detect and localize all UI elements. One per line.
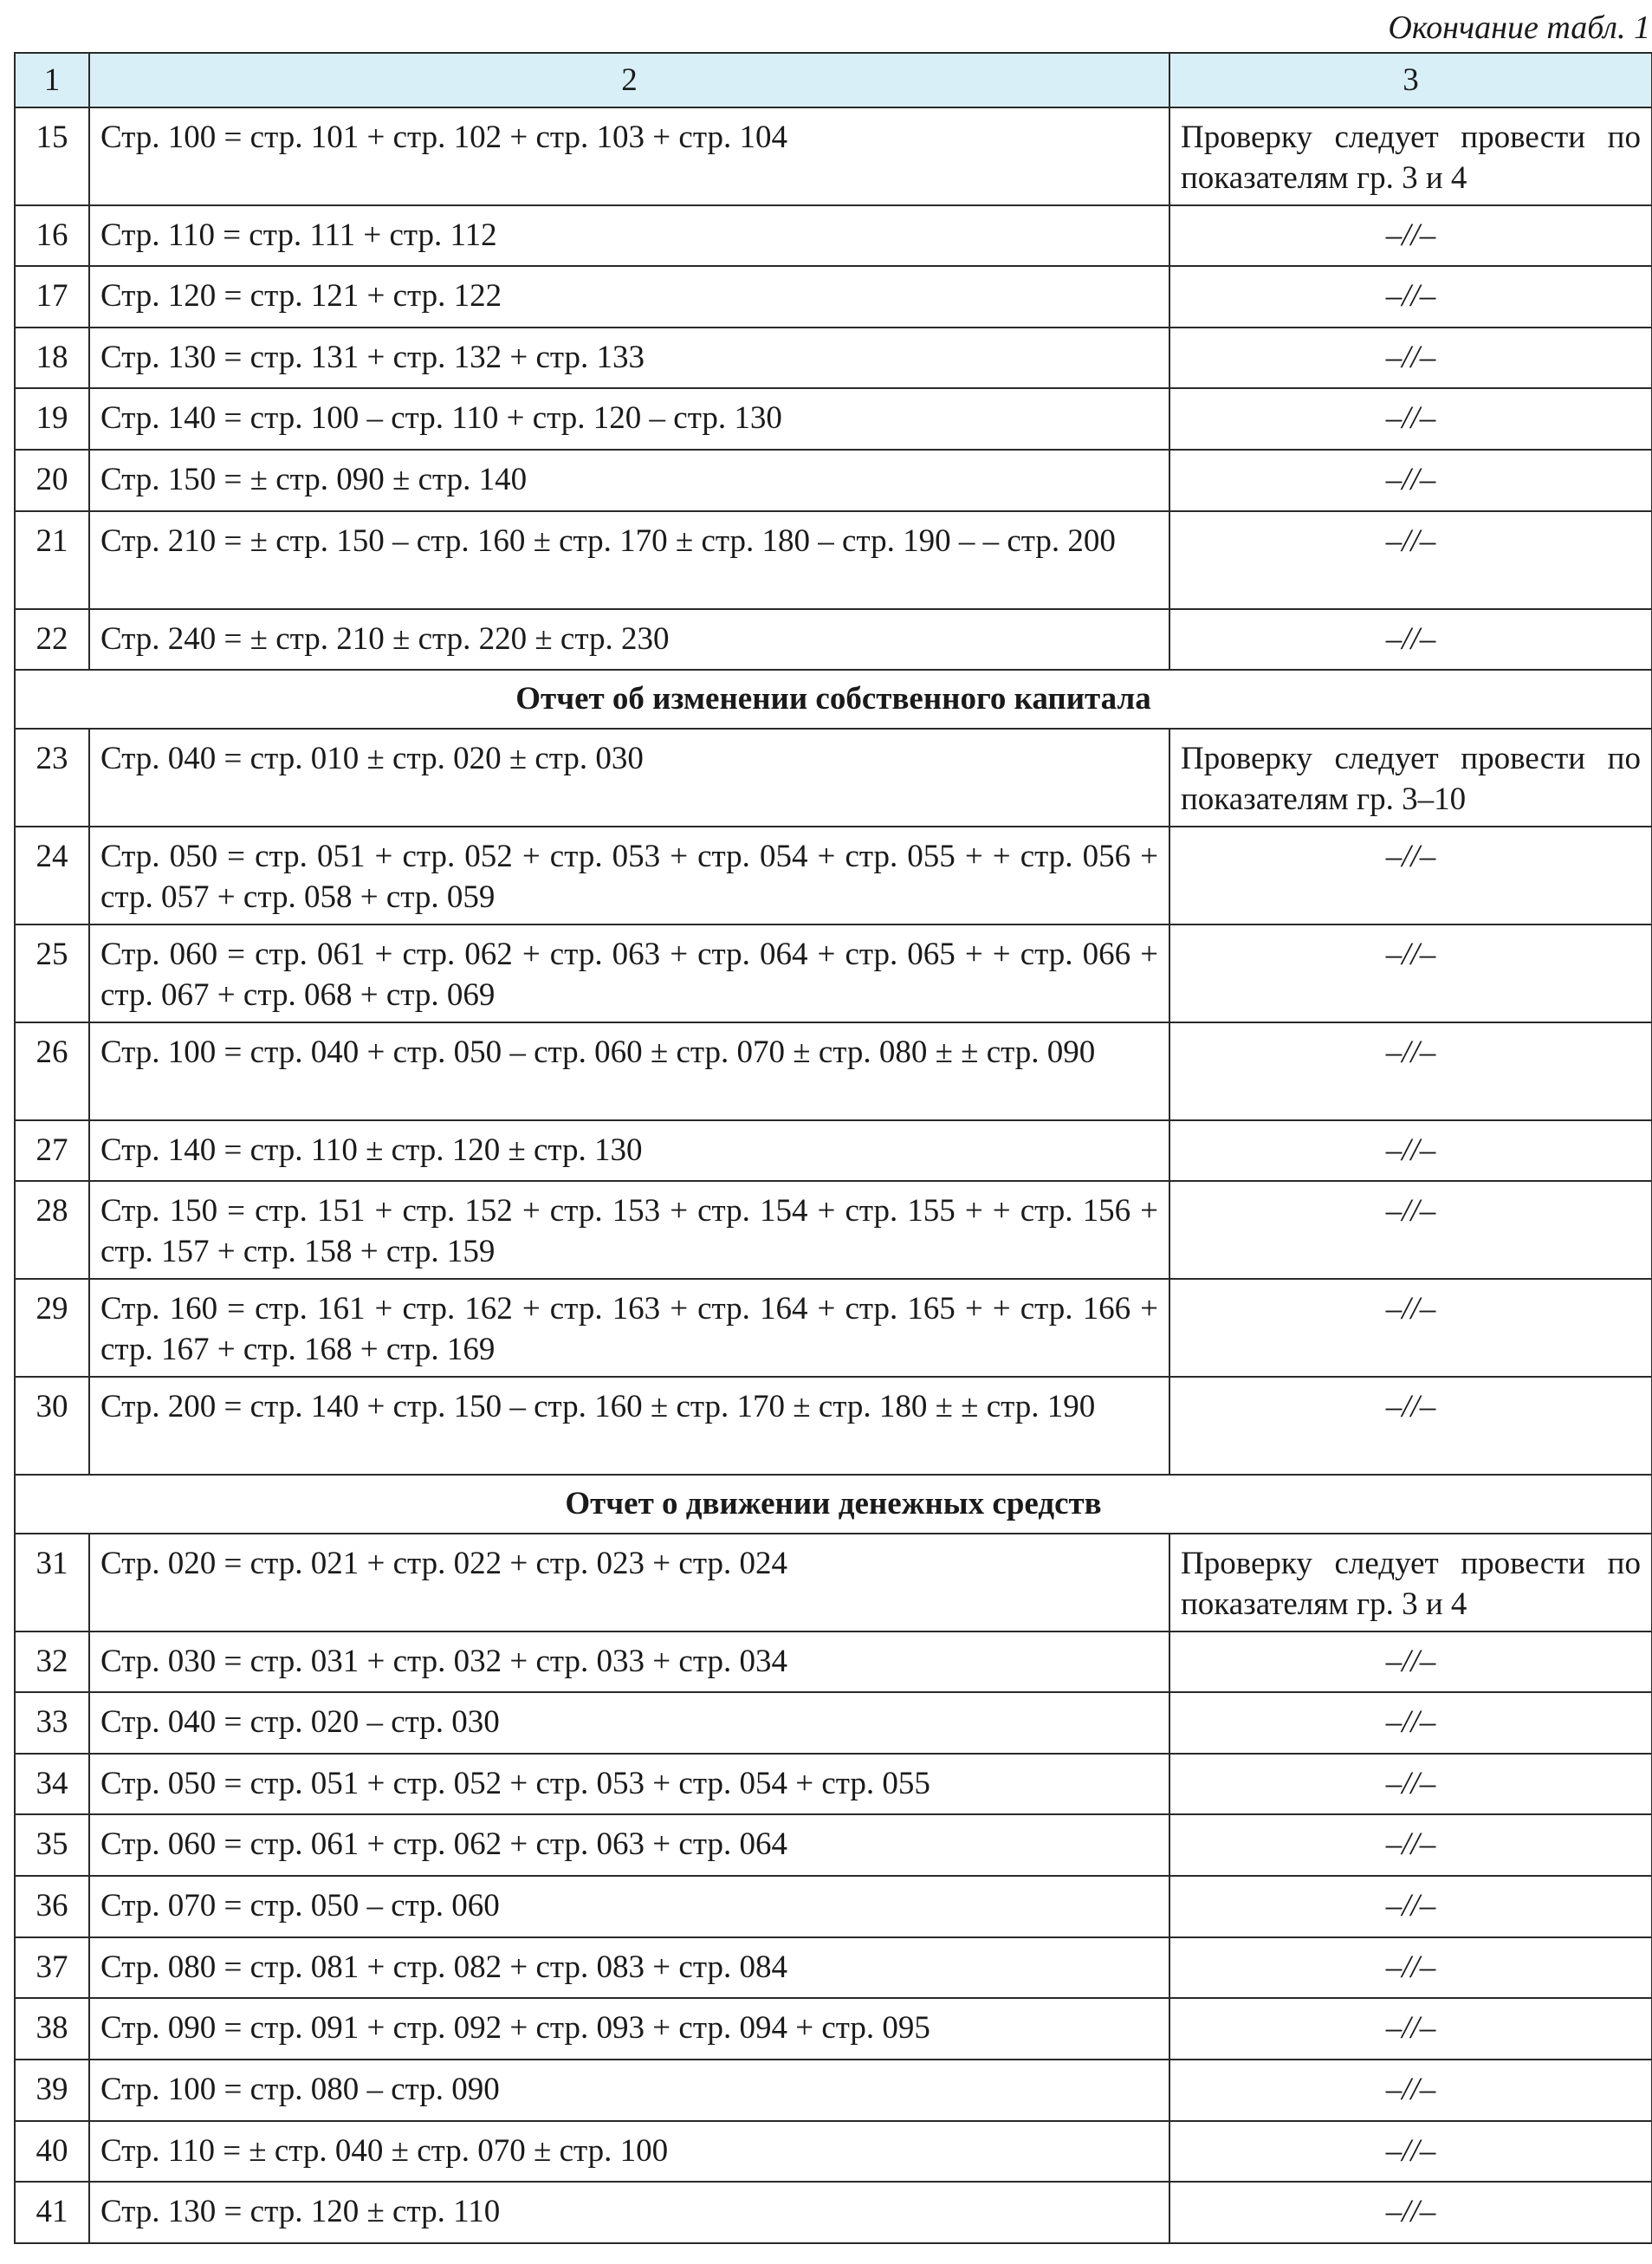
table-row — [15, 1022, 1652, 1120]
table-row — [15, 511, 1652, 609]
row-number: 24 — [15, 827, 89, 924]
formula-cell: Стр. 110 = ± стр. 040 ± стр. 070 ± стр. 100 — [89, 2121, 1169, 2183]
formula-cell: Стр. 060 = стр. 061 + стр. 062 + стр. 063 + стр. 064 — [89, 1814, 1169, 1876]
row-number: 30 — [15, 1377, 89, 1475]
row-number: 27 — [15, 1120, 89, 1182]
row-number: 17 — [15, 266, 89, 328]
ditto-mark: –//– — [1169, 205, 1652, 267]
section-title: Отчет о движении денежных средств — [15, 1475, 1652, 1534]
table-body — [15, 53, 1652, 2243]
column-header-2: 2 — [89, 53, 1169, 107]
table-row — [15, 729, 1652, 827]
formula-cell: Стр. 060 = стр. 061 + стр. 062 + стр. 063 + стр. 064 + стр. 065 + + стр. 066 + стр. 067 + стр. 068 + стр. 069 — [89, 924, 1169, 1022]
ditto-mark: –//– — [1169, 1377, 1652, 1475]
row-number: 28 — [15, 1181, 89, 1279]
table-row — [15, 1181, 1652, 1279]
check-note: Проверку следует провести по показателям гр. 3 и 4 — [1169, 1534, 1652, 1632]
row-number: 15 — [15, 107, 89, 205]
table-row — [15, 1937, 1652, 1999]
ditto-mark: –//– — [1169, 450, 1652, 511]
section-header-row — [15, 1475, 1652, 1534]
table-row — [15, 388, 1652, 450]
formula-cell: Стр. 050 = стр. 051 + стр. 052 + стр. 053 + стр. 054 + стр. 055 — [89, 1754, 1169, 1815]
table-row — [15, 2121, 1652, 2183]
row-number: 25 — [15, 924, 89, 1022]
table-row — [15, 1814, 1652, 1876]
table-row — [15, 1998, 1652, 2060]
row-number: 20 — [15, 450, 89, 511]
formula-cell: Стр. 140 = стр. 100 – стр. 110 + стр. 120 – стр. 130 — [89, 388, 1169, 450]
formula-cell: Стр. 070 = стр. 050 – стр. 060 — [89, 1876, 1169, 1937]
section-header-row — [15, 670, 1652, 729]
row-number: 29 — [15, 1279, 89, 1377]
table-row — [15, 328, 1652, 389]
table-row — [15, 1120, 1652, 1182]
row-number: 33 — [15, 1692, 89, 1754]
table-row — [15, 1692, 1652, 1754]
formula-cell: Стр. 040 = стр. 020 – стр. 030 — [89, 1692, 1169, 1754]
row-number: 16 — [15, 205, 89, 267]
table-row — [15, 107, 1652, 205]
table-row — [15, 1279, 1652, 1377]
table-row — [15, 450, 1652, 511]
row-number: 37 — [15, 1937, 89, 1999]
table-row — [15, 1534, 1652, 1632]
row-number: 41 — [15, 2182, 89, 2243]
table-row — [15, 609, 1652, 671]
row-number: 23 — [15, 729, 89, 827]
row-number: 31 — [15, 1534, 89, 1632]
row-number: 22 — [15, 609, 89, 671]
ditto-mark: –//– — [1169, 266, 1652, 328]
ditto-mark: –//– — [1169, 388, 1652, 450]
ditto-mark: –//– — [1169, 1814, 1652, 1876]
row-number: 26 — [15, 1022, 89, 1120]
table-row — [15, 1876, 1652, 1937]
formula-cell: Стр. 020 = стр. 021 + стр. 022 + стр. 023 + стр. 024 — [89, 1534, 1169, 1632]
column-header-1: 1 — [15, 53, 89, 107]
formula-cell: Стр. 030 = стр. 031 + стр. 032 + стр. 033 + стр. 034 — [89, 1632, 1169, 1693]
section-title: Отчет об изменении собственного капитала — [15, 670, 1652, 729]
table-row — [15, 1632, 1652, 1693]
formula-table — [14, 52, 1652, 2244]
table-row — [15, 2060, 1652, 2121]
row-number: 39 — [15, 2060, 89, 2121]
formula-cell: Стр. 100 = стр. 080 – стр. 090 — [89, 2060, 1169, 2121]
table-row — [15, 1377, 1652, 1475]
column-header-3: 3 — [1169, 53, 1652, 107]
table-row — [15, 924, 1652, 1022]
ditto-mark: –//– — [1169, 2060, 1652, 2121]
formula-cell: Стр. 100 = стр. 040 + стр. 050 – стр. 060 ± стр. 070 ± стр. 080 ± ± стр. 090 — [89, 1022, 1169, 1120]
ditto-mark: –//– — [1169, 924, 1652, 1022]
ditto-mark: –//– — [1169, 1998, 1652, 2060]
formula-cell: Стр. 080 = стр. 081 + стр. 082 + стр. 083 + стр. 084 — [89, 1937, 1169, 1999]
ditto-mark: –//– — [1169, 1181, 1652, 1279]
ditto-mark: –//– — [1169, 609, 1652, 671]
row-number: 19 — [15, 388, 89, 450]
formula-cell: Стр. 130 = стр. 120 ± стр. 110 — [89, 2182, 1169, 2243]
table-row — [15, 266, 1652, 328]
row-number: 21 — [15, 511, 89, 609]
ditto-mark: –//– — [1169, 1692, 1652, 1754]
ditto-mark: –//– — [1169, 1632, 1652, 1693]
formula-cell: Стр. 160 = стр. 161 + стр. 162 + стр. 163 + стр. 164 + стр. 165 + + стр. 166 + стр. 167 + стр. 168 + стр. 169 — [89, 1279, 1169, 1377]
row-number: 34 — [15, 1754, 89, 1815]
ditto-mark: –//– — [1169, 511, 1652, 609]
table-caption: Окончание табл. 1 — [1388, 10, 1650, 46]
ditto-mark: –//– — [1169, 328, 1652, 389]
ditto-mark: –//– — [1169, 1876, 1652, 1937]
formula-cell: Стр. 150 = ± стр. 090 ± стр. 140 — [89, 450, 1169, 511]
table-row — [15, 1754, 1652, 1815]
formula-cell: Стр. 110 = стр. 111 + стр. 112 — [89, 205, 1169, 267]
ditto-mark: –//– — [1169, 1279, 1652, 1377]
ditto-mark: –//– — [1169, 1022, 1652, 1120]
formula-cell: Стр. 140 = стр. 110 ± стр. 120 ± стр. 130 — [89, 1120, 1169, 1182]
check-note: Проверку следует провести по показателям гр. 3–10 — [1169, 729, 1652, 827]
ditto-mark: –//– — [1169, 827, 1652, 924]
formula-cell: Стр. 090 = стр. 091 + стр. 092 + стр. 093 + стр. 094 + стр. 095 — [89, 1998, 1169, 2060]
row-number: 38 — [15, 1998, 89, 2060]
ditto-mark: –//– — [1169, 2182, 1652, 2243]
formula-cell: Стр. 150 = стр. 151 + стр. 152 + стр. 153 + стр. 154 + стр. 155 + + стр. 156 + стр. 157 + стр. 158 + стр. 159 — [89, 1181, 1169, 1279]
table-row — [15, 2182, 1652, 2243]
table-row — [15, 205, 1652, 267]
row-number: 18 — [15, 328, 89, 389]
row-number: 40 — [15, 2121, 89, 2183]
formula-cell: Стр. 040 = стр. 010 ± стр. 020 ± стр. 030 — [89, 729, 1169, 827]
row-number: 36 — [15, 1876, 89, 1937]
row-number: 32 — [15, 1632, 89, 1693]
formula-cell: Стр. 120 = стр. 121 + стр. 122 — [89, 266, 1169, 328]
table-row — [15, 827, 1652, 924]
header-row — [15, 53, 1652, 107]
formula-cell: Стр. 130 = стр. 131 + стр. 132 + стр. 133 — [89, 328, 1169, 389]
formula-cell: Стр. 210 = ± стр. 150 – стр. 160 ± стр. 170 ± стр. 180 – стр. 190 – – стр. 200 — [89, 511, 1169, 609]
formula-cell: Стр. 200 = стр. 140 + стр. 150 – стр. 160 ± стр. 170 ± стр. 180 ± ± стр. 190 — [89, 1377, 1169, 1475]
ditto-mark: –//– — [1169, 2121, 1652, 2183]
ditto-mark: –//– — [1169, 1120, 1652, 1182]
ditto-mark: –//– — [1169, 1754, 1652, 1815]
check-note: Проверку следует провести по показателям гр. 3 и 4 — [1169, 107, 1652, 205]
formula-cell: Стр. 100 = стр. 101 + стр. 102 + стр. 103 + стр. 104 — [89, 107, 1169, 205]
row-number: 35 — [15, 1814, 89, 1876]
ditto-mark: –//– — [1169, 1937, 1652, 1999]
formula-cell: Стр. 240 = ± стр. 210 ± стр. 220 ± стр. 230 — [89, 609, 1169, 671]
formula-cell: Стр. 050 = стр. 051 + стр. 052 + стр. 053 + стр. 054 + стр. 055 + + стр. 056 + стр. 057 + стр. 058 + стр. 059 — [89, 827, 1169, 924]
